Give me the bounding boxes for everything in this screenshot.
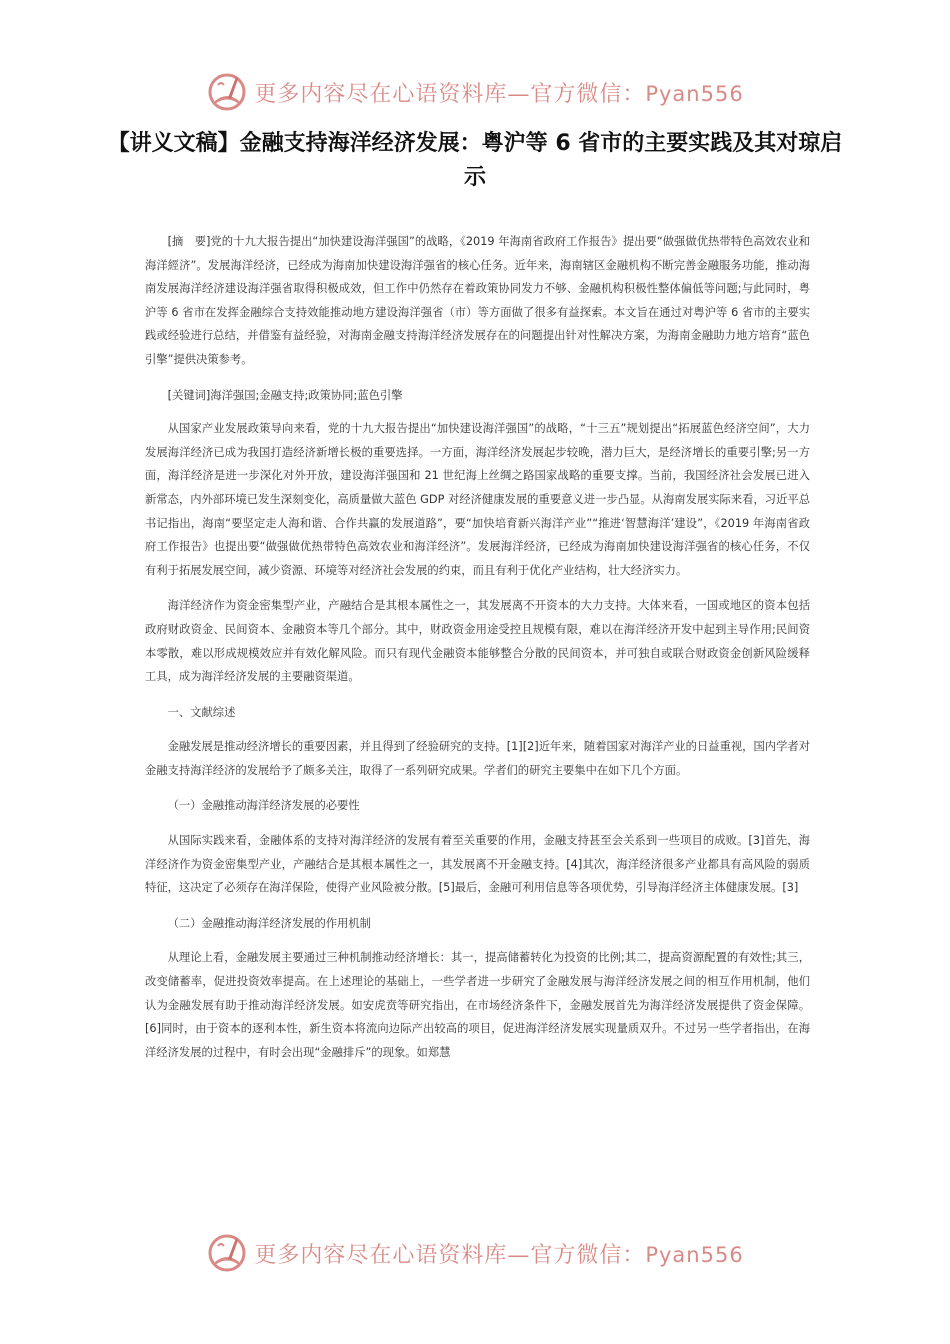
body-paragraph: 从理论上看，金融发展主要通过三种机制推动经济增长：其一，提高储蓄转化为投资的比例;其二，提高资源配置的有效性;其三，改变储蓄率，促进投资效率提高。在上述理论的基础上，一些学者进一步研究了金融发展与海洋经济发展之间的相互作用机制，他们认为金融发展有助于推动海洋经济发展。如安虎贲等研究指出，在市场经济条件下，金融发展首先为海洋经济发展提供了资金保障。[6]同时，由于资本的逐利本性，新生资本将流向边际产出较高的项目，促进海洋经济发展实现量质双升。不过另一些学者指出，在海洋经济发展的过程中，有时会出现“金融排斥”的现象。如郑慧 bbox=[145, 951, 810, 1059]
watermark-text bbox=[254, 1238, 743, 1269]
subsection-heading: （一）金融推动海洋经济发展的必要性 bbox=[167, 799, 360, 813]
watermark-handle: Pyan556 bbox=[645, 81, 744, 106]
watermark-banner-bottom bbox=[0, 1231, 950, 1275]
body-paragraph: 海洋经济作为资金密集型产业，产融结合是其根本属性之一，其发展离不开资本的大力支持。大体来看，一国或地区的资本包括政府财政资金、民间资本、金融资本等几个部分。其中，财政资金用途受控且规模有限，难以在海洋经济开发中起到主导作用;民间资本零散，难以形成规模效应并有效化解风险。而只有现代金融资本能够整合分散的民间资本，并可独自或联合财政资金创新风险缓释工具，成为海洋经济发展的主要融资渠道。 bbox=[145, 599, 810, 684]
watermark-text bbox=[254, 77, 743, 108]
watermark-label: 更多内容尽在心语资料库—官方微信： bbox=[254, 81, 646, 107]
page-title: 【讲义文稿】金融支持海洋经济发展：粤沪等 6 省市的主要实践及其对琼启示 bbox=[107, 131, 843, 190]
book-quill-logo-icon bbox=[206, 71, 248, 113]
body-paragraph: 从国家产业发展政策导向来看，党的十九大报告提出“加快建设海洋强国”的战略，“十三五”规划提出“拓展蓝色经济空间”，大力发展海洋经济已成为我国打造经济新增长极的重要选择。一方面，海洋经济发展起步较晚，潜力巨大，是经济增长的重要引擎;另一方面，海洋经济是进一步深化对外开放，建设海洋强国和 21 世纪海上丝绸之路国家战略的重要支撑。当前，我国经济社会发展已进入新常态，内外部环境已发生深刻变化，高质量做大蓝色 GDP 对经济健康发展的重要意义进一步凸显。从海南发展实际来看，习近平总书记指出，海南“要坚定走人海和谐、合作共赢的发展道路”，要“加快培育新兴海洋产业”“推进‘智慧海洋’建设”，《2019 年海南省政府工作报告》也提出要“做强做优热带特色高效农业和海洋经济”。发展海洋经济，已经成为海南加快建设海洋强省的核心任务，不仅有利于拓展发展空间，减少资源、环境等对经济社会发展的约束，而且有利于优化产业结构，壮大经济实力。 bbox=[145, 422, 810, 577]
subsection-heading: （二）金融推动海洋经济发展的作用机制 bbox=[167, 916, 371, 930]
watermark-label: 更多内容尽在心语资料库—官方微信： bbox=[254, 1242, 646, 1268]
body-paragraph: 从国际实践来看，金融体系的支持对海洋经济的发展有着至关重要的作用，金融支持甚至会关系到一些项目的成败。[3]首先，海洋经济作为资金密集型产业，产融结合是其根本属性之一，其发展离不开金融支持。[4]其次，海洋经济很多产业都具有高风险的弱质特征，这决定了必须存在海洋保险，使得产业风险被分散。[5]最后，金融可利用信息等各项优势，引导海洋经济主体健康发展。[3] bbox=[145, 834, 810, 895]
watermark-handle: Pyan556 bbox=[645, 1242, 744, 1267]
body-paragraph: 金融发展是推动经济增长的重要因素，并且得到了经验研究的支持。[1][2]近年来，随着国家对海洋产业的日益重视，国内学者对金融支持海洋经济的发展给予了颇多关注，取得了一系列研究成果。学者们的研究主要集中在如下几个方面。 bbox=[145, 740, 810, 777]
book-quill-logo-icon bbox=[206, 1232, 248, 1274]
document-body bbox=[145, 230, 810, 1076]
keywords-paragraph: [关键词]海洋强国;金融支持;政策协同;蓝色引擎 bbox=[167, 388, 403, 402]
abstract-paragraph: [摘 要]党的十九大报告提出“加快建设海洋强国”的战略，《2019 年海南省政府工作报告》提出要“做强做优热带特色高效农业和海洋經济”。发展海洋经济，已经成为海南加快建设海洋强省的核心任务。近年来，海南辖区金融机构不断完善金融服务功能，推动海南发展海洋经济建设海洋强省取得积极成效，但工作中仍然存在着政策协同发力不够、金融机构积极性整体偏低等问题;与此同时，粤沪等 6 省市在发挥金融综合支持效能推动地方建设海洋强省（市）等方面做了很多有益探索。本文旨在通过对粤沪等 6 省市的主要实践或经验进行总结，并借鉴有益经验，对海南金融支持海洋经济发展存在的问题提出针对性解决方案，为海南金融助力地方培育“蓝色引擎”提供决策参考。 bbox=[145, 235, 810, 366]
watermark-banner-top bbox=[0, 70, 950, 114]
section-heading: 一、文献综述 bbox=[167, 705, 236, 719]
